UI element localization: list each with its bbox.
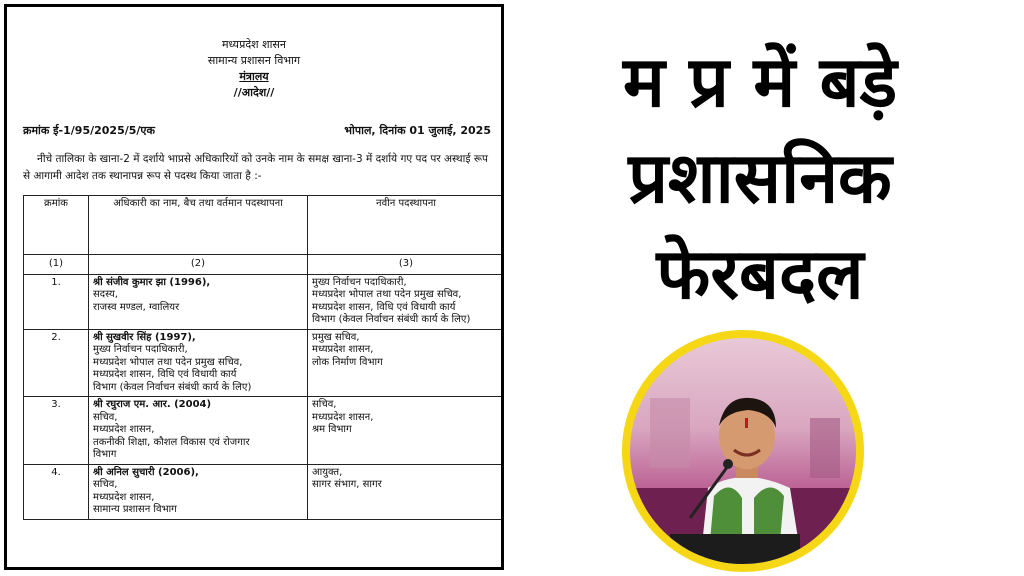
col-number: (1)	[24, 255, 89, 275]
new-posting-cell	[308, 329, 505, 397]
header-government: मध्यप्रदेश शासन	[221, 38, 287, 51]
new-posting-line: श्रम विभाग	[312, 424, 352, 435]
officer-name: श्री संजीव कुमार झा (1996),	[93, 276, 211, 288]
officer-name: श्री रघुराज एम. आर. (2004)	[93, 399, 212, 410]
new-posting-line: लोक निर्माण विभाग	[312, 356, 383, 368]
order-document	[4, 4, 504, 570]
current-posting-line: मुख्य निर्वाचन पदाधिकारी,	[93, 344, 188, 355]
portrait-frame	[622, 330, 864, 572]
officer-name: श्री अनिल सुचारी (2006),	[93, 466, 199, 478]
officer-cell	[89, 464, 308, 519]
person-portrait-icon	[630, 338, 856, 564]
headline-line: प्रशासनिक	[628, 137, 892, 219]
new-posting-line: सचिव,	[312, 399, 337, 410]
headline	[520, 34, 1000, 322]
officer-name: श्री सुखवीर सिंह (1997),	[93, 331, 196, 343]
officer-cell	[89, 274, 308, 329]
reference-line	[23, 123, 491, 138]
new-posting-line: मध्यप्रदेश शासन,	[312, 411, 374, 423]
table-row	[24, 329, 505, 397]
col-number: (2)	[89, 255, 308, 275]
officer-cell	[89, 397, 308, 465]
new-posting-line: मुख्य निर्वाचन पदाधिकारी,	[312, 276, 407, 288]
serial-number: 1.	[24, 274, 89, 329]
new-posting-cell	[308, 464, 505, 519]
column-number-row	[24, 255, 505, 275]
header-new-posting: नवीन पदस्थापना	[308, 196, 505, 255]
current-posting-line: सामान्य प्रशासन विभाग	[93, 504, 177, 515]
new-posting-cell	[308, 397, 505, 465]
new-posting-line: मध्यप्रदेश भोपाल तथा पदेन प्रमुख सचिव,	[312, 289, 462, 300]
col-number: (3)	[308, 255, 505, 275]
serial-number: 2.	[24, 329, 89, 397]
current-posting-line: विभाग	[93, 449, 117, 460]
serial-number: 4.	[24, 464, 89, 519]
current-posting-line: सदस्य,	[93, 289, 118, 300]
document-header	[7, 37, 501, 101]
place-date: भोपाल, दिनांक 01 जुलाई, 2025	[344, 124, 491, 137]
officer-cell	[89, 329, 308, 397]
portrait-illustration	[630, 338, 856, 564]
current-posting-line: मध्यप्रदेश शासन, विधि एवं विधायी कार्य	[93, 369, 237, 380]
current-posting-line: मध्यप्रदेश भोपाल तथा पदेन प्रमुख सचिव,	[93, 356, 243, 368]
new-posting-line: प्रमुख सचिव,	[312, 331, 360, 343]
new-posting-line: मध्यप्रदेश शासन, विधि एवं विधायी कार्य	[312, 301, 456, 313]
current-posting-line: तकनीकी शिक्षा, कौशल विकास एवं रोजगार	[93, 436, 250, 448]
headline-line: फेरबदल	[656, 233, 864, 315]
new-posting-line: आयुक्त,	[312, 466, 343, 478]
header-department: सामान्य प्रशासन विभाग	[207, 54, 301, 67]
header-order: //आदेश//	[233, 86, 275, 99]
new-posting-line: सागर संभाग, सागर	[312, 479, 382, 490]
new-posting-cell	[308, 274, 505, 329]
transfer-table	[23, 195, 504, 520]
thumbnail-panel	[520, 0, 1024, 576]
headline-line: म प्र में बड़े	[622, 41, 898, 123]
new-posting-line: विभाग (केवल निर्वाचन संबंधी कार्य के लिए)	[312, 314, 471, 325]
current-posting-line: मध्यप्रदेश शासन,	[93, 491, 155, 503]
current-posting-line: मध्यप्रदेश शासन,	[93, 424, 155, 435]
header-officer: अधिकारी का नाम, बैच तथा वर्तमान पदस्थापना	[89, 196, 308, 255]
new-posting-line: मध्यप्रदेश शासन,	[312, 344, 374, 355]
current-posting-line: राजस्व मण्डल, ग्वालियर	[93, 301, 180, 313]
header-serial: क्रमांक	[24, 196, 89, 255]
intro-paragraph: नीचे तालिका के खाना-2 में दर्शाये भाप्रसे अधिकारियों को उनके नाम के समक्ष खाना-3 में दर्शाये गए पद पर अस्थाई रूप से आगामी आदेश तक स्थानापन्न रूप से पदस्थ किया जाता है :-	[23, 153, 488, 182]
current-posting-line: विभाग (केवल निर्वाचन संबंधी कार्य के लिए)	[93, 381, 252, 393]
table-row	[24, 274, 505, 329]
header-ministry: मंत्रालय	[239, 70, 269, 83]
table-row	[24, 464, 505, 519]
current-posting-line: सचिव,	[93, 479, 118, 490]
order-number: क्रमांक ई-1/95/2025/5/एक	[23, 124, 155, 137]
table-row	[24, 397, 505, 465]
serial-number: 3.	[24, 397, 89, 465]
current-posting-line: सचिव,	[93, 411, 118, 423]
